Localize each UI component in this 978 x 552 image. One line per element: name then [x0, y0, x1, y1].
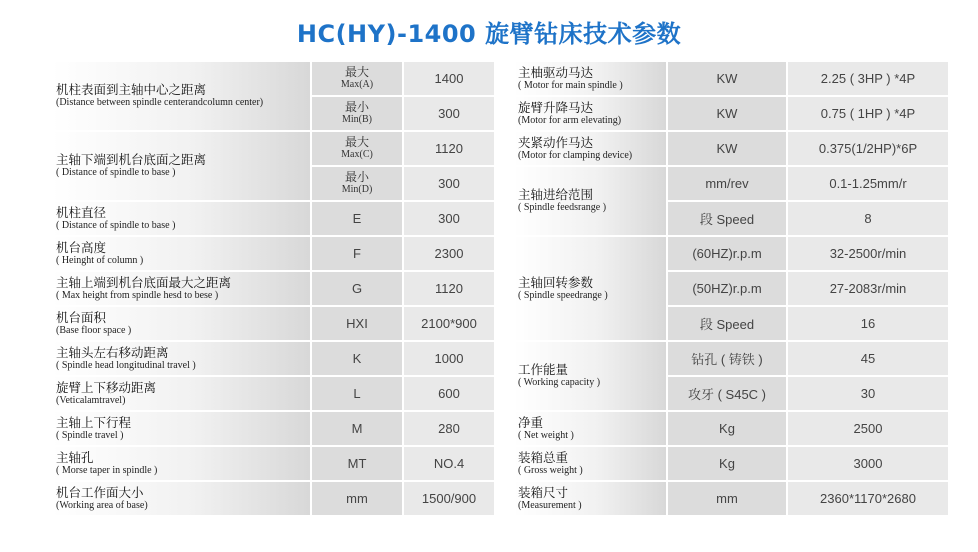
table-row — [514, 62, 948, 95]
spec-label-zh: 旋臂上下移动距离 — [56, 379, 157, 395]
table-row — [514, 342, 948, 375]
spec-label — [514, 237, 666, 340]
spec-label-zh: 装箱总重 — [518, 449, 569, 465]
spec-unit: KW — [668, 132, 786, 165]
spec-code-zh: 最大 — [344, 135, 369, 149]
table-row — [52, 132, 494, 165]
table-row — [52, 377, 494, 410]
spec-code — [312, 62, 402, 95]
table-row — [514, 482, 948, 515]
spec-label-en: ( Heinght of column ) — [56, 254, 144, 266]
spec-code-en: Min(B) — [342, 114, 372, 125]
spec-label — [52, 307, 310, 340]
spec-unit: Kg — [668, 447, 786, 480]
spec-label-zh: 机柱直径 — [56, 204, 107, 220]
spec-value: 1500/900 — [404, 482, 494, 515]
spec-label-zh: 主轴进给范围 — [518, 187, 594, 202]
spec-label-en: ( Net weight ) — [518, 429, 574, 441]
table-row — [52, 272, 494, 305]
spec-label-zh: 机台工作面大小 — [56, 484, 144, 500]
spec-value: 2500 — [788, 412, 948, 445]
spec-label — [514, 412, 666, 445]
table-row — [52, 412, 494, 445]
spec-code — [312, 167, 402, 200]
spec-label-en: ( Spindle feedsrange ) — [518, 202, 607, 213]
spec-label-zh: 旋臂升降马达 — [518, 99, 594, 115]
spec-code: MT — [312, 447, 402, 480]
spec-label-zh: 装箱尺寸 — [518, 484, 569, 500]
spec-value: 3000 — [788, 447, 948, 480]
spec-label-zh: 机台高度 — [56, 239, 107, 255]
spec-value: 45 — [788, 342, 948, 375]
spec-label — [52, 447, 310, 480]
spec-label-zh: 主轴回转参数 — [518, 274, 594, 290]
spec-code-en: Max(C) — [341, 149, 373, 160]
spec-label-zh: 净重 — [518, 414, 544, 430]
spec-label — [514, 97, 666, 130]
spec-label-en: (Measurement ) — [518, 499, 582, 511]
spec-value: 2100*900 — [404, 307, 494, 340]
spec-value: 300 — [404, 202, 494, 235]
spec-code: K — [312, 342, 402, 375]
spec-label-zh: 主轴头左右移动距离 — [56, 344, 169, 360]
right-spec-table — [512, 60, 950, 517]
spec-label — [514, 132, 666, 165]
table-row — [514, 412, 948, 445]
spec-code-en: Max(A) — [340, 79, 374, 90]
table-row — [52, 62, 494, 95]
spec-code: M — [312, 412, 402, 445]
table-row — [52, 447, 494, 480]
left-spec-table — [50, 60, 496, 517]
spec-code: F — [312, 237, 402, 270]
spec-code — [312, 97, 402, 130]
spec-label-zh: 主轴孔 — [56, 449, 94, 465]
spec-value: 2.25 ( 3HP ) *4P — [788, 62, 948, 95]
spec-unit: KW — [668, 97, 786, 130]
spec-code: E — [312, 202, 402, 235]
spec-unit: (60HZ)r.p.m — [668, 237, 786, 270]
spec-code: L — [312, 377, 402, 410]
spec-label-zh: 机台面积 — [56, 309, 107, 325]
spec-label — [514, 447, 666, 480]
spec-label-en: ( Spindle speedrange ) — [518, 289, 608, 301]
table-row — [52, 202, 494, 235]
spec-label — [514, 342, 666, 410]
spec-code-zh: 最小 — [344, 100, 369, 114]
spec-label-zh: 主轴上端到机台底面最大之距离 — [56, 274, 232, 290]
spec-value: 600 — [404, 377, 494, 410]
spec-unit: Kg — [668, 412, 786, 445]
page-title: HC(HY)-1400 旋臂钻床技术参数 — [296, 20, 682, 48]
spec-label-en: (Working area of base) — [56, 499, 148, 511]
spec-label — [52, 237, 310, 270]
spec-label — [514, 62, 666, 95]
spec-label-en: (Distance between spindle centerandcolumn center) — [56, 97, 264, 108]
spec-code: mm — [312, 482, 402, 515]
spec-code-zh: 最大 — [344, 65, 369, 79]
table-row — [52, 482, 494, 515]
spec-value: 1400 — [404, 62, 494, 95]
spec-label-zh: 夹紧动作马达 — [518, 134, 594, 150]
spec-label-en: ( Max height from spindle hesd to bese ) — [56, 289, 219, 301]
spec-value: 1000 — [404, 342, 494, 375]
spec-value: 280 — [404, 412, 494, 445]
spec-label-en: ( Morse taper in spindle ) — [56, 464, 158, 476]
spec-label-en: ( Spindle travel ) — [56, 429, 124, 441]
spec-unit: KW — [668, 62, 786, 95]
spec-label-en: ( Spindle head longitudinal travel ) — [56, 359, 196, 371]
spec-unit: 段 Speed — [668, 307, 786, 340]
spec-label-en: ( Distance of spindle to base ) — [56, 167, 176, 178]
spec-label-en: (Motor for arm elevating) — [518, 114, 622, 126]
spec-value: 0.1-1.25mm/r — [788, 167, 948, 200]
table-row — [52, 307, 494, 340]
table-row — [514, 237, 948, 270]
spec-value: 300 — [404, 97, 494, 130]
spec-value: 1120 — [404, 272, 494, 305]
spec-unit: 攻牙 ( S45C ) — [668, 377, 786, 410]
table-row — [514, 97, 948, 130]
spec-value: 30 — [788, 377, 948, 410]
spec-value: 300 — [404, 167, 494, 200]
spec-label — [52, 482, 310, 515]
spec-label-en: (Base floor space ) — [56, 324, 132, 336]
spec-label — [52, 132, 310, 200]
spec-value: NO.4 — [404, 447, 494, 480]
spec-label — [514, 167, 666, 235]
spec-label-en: ( Motor for main spindle ) — [518, 79, 623, 91]
table-row — [514, 132, 948, 165]
spec-label — [52, 377, 310, 410]
spec-label — [52, 202, 310, 235]
spec-label — [514, 482, 666, 515]
spec-unit: 段 Speed — [668, 202, 786, 235]
spec-unit: (50HZ)r.p.m — [668, 272, 786, 305]
spec-label-zh: 主轴上下行程 — [56, 414, 132, 430]
table-row — [514, 447, 948, 480]
table-row — [52, 342, 494, 375]
spec-value: 8 — [788, 202, 948, 235]
spec-code: G — [312, 272, 402, 305]
spec-value: 0.375(1/2HP)*6P — [788, 132, 948, 165]
spec-value: 2360*1170*2680 — [788, 482, 948, 515]
spec-label — [52, 272, 310, 305]
spec-value: 1120 — [404, 132, 494, 165]
spec-value: 27-2083r/min — [788, 272, 948, 305]
spec-value: 16 — [788, 307, 948, 340]
spec-label-en: (Veticalamtravel) — [56, 394, 126, 406]
spec-label-en: ( Distance of spindle to base ) — [56, 219, 176, 231]
spec-label — [52, 62, 310, 130]
spec-label-en: (Motor for clamping device) — [518, 149, 633, 161]
spec-label-zh: 主轴下端到机台底面之距离 — [56, 152, 207, 167]
spec-label — [52, 342, 310, 375]
spec-label — [52, 412, 310, 445]
spec-unit: mm/rev — [668, 167, 786, 200]
table-row — [514, 167, 948, 200]
spec-label-zh: 主柚驱动马达 — [518, 64, 594, 80]
spec-unit: 钻孔 ( 铸铁 ) — [668, 342, 786, 375]
spec-label-zh: 机柱表面到主轴中心之距离 — [56, 82, 207, 97]
spec-code — [312, 132, 402, 165]
spec-code-en: Min(D) — [341, 184, 373, 195]
table-row — [52, 237, 494, 270]
spec-unit: mm — [668, 482, 786, 515]
spec-code-zh: 最小 — [344, 170, 369, 184]
spec-value: 2300 — [404, 237, 494, 270]
spec-value: 32-2500r/min — [788, 237, 948, 270]
spec-code: HXI — [312, 307, 402, 340]
spec-label-en: ( Working capacity ) — [518, 377, 601, 388]
spec-label-en: ( Gross weight ) — [518, 464, 583, 476]
spec-label-zh: 工作能量 — [518, 362, 569, 377]
spec-value: 0.75 ( 1HP ) *4P — [788, 97, 948, 130]
